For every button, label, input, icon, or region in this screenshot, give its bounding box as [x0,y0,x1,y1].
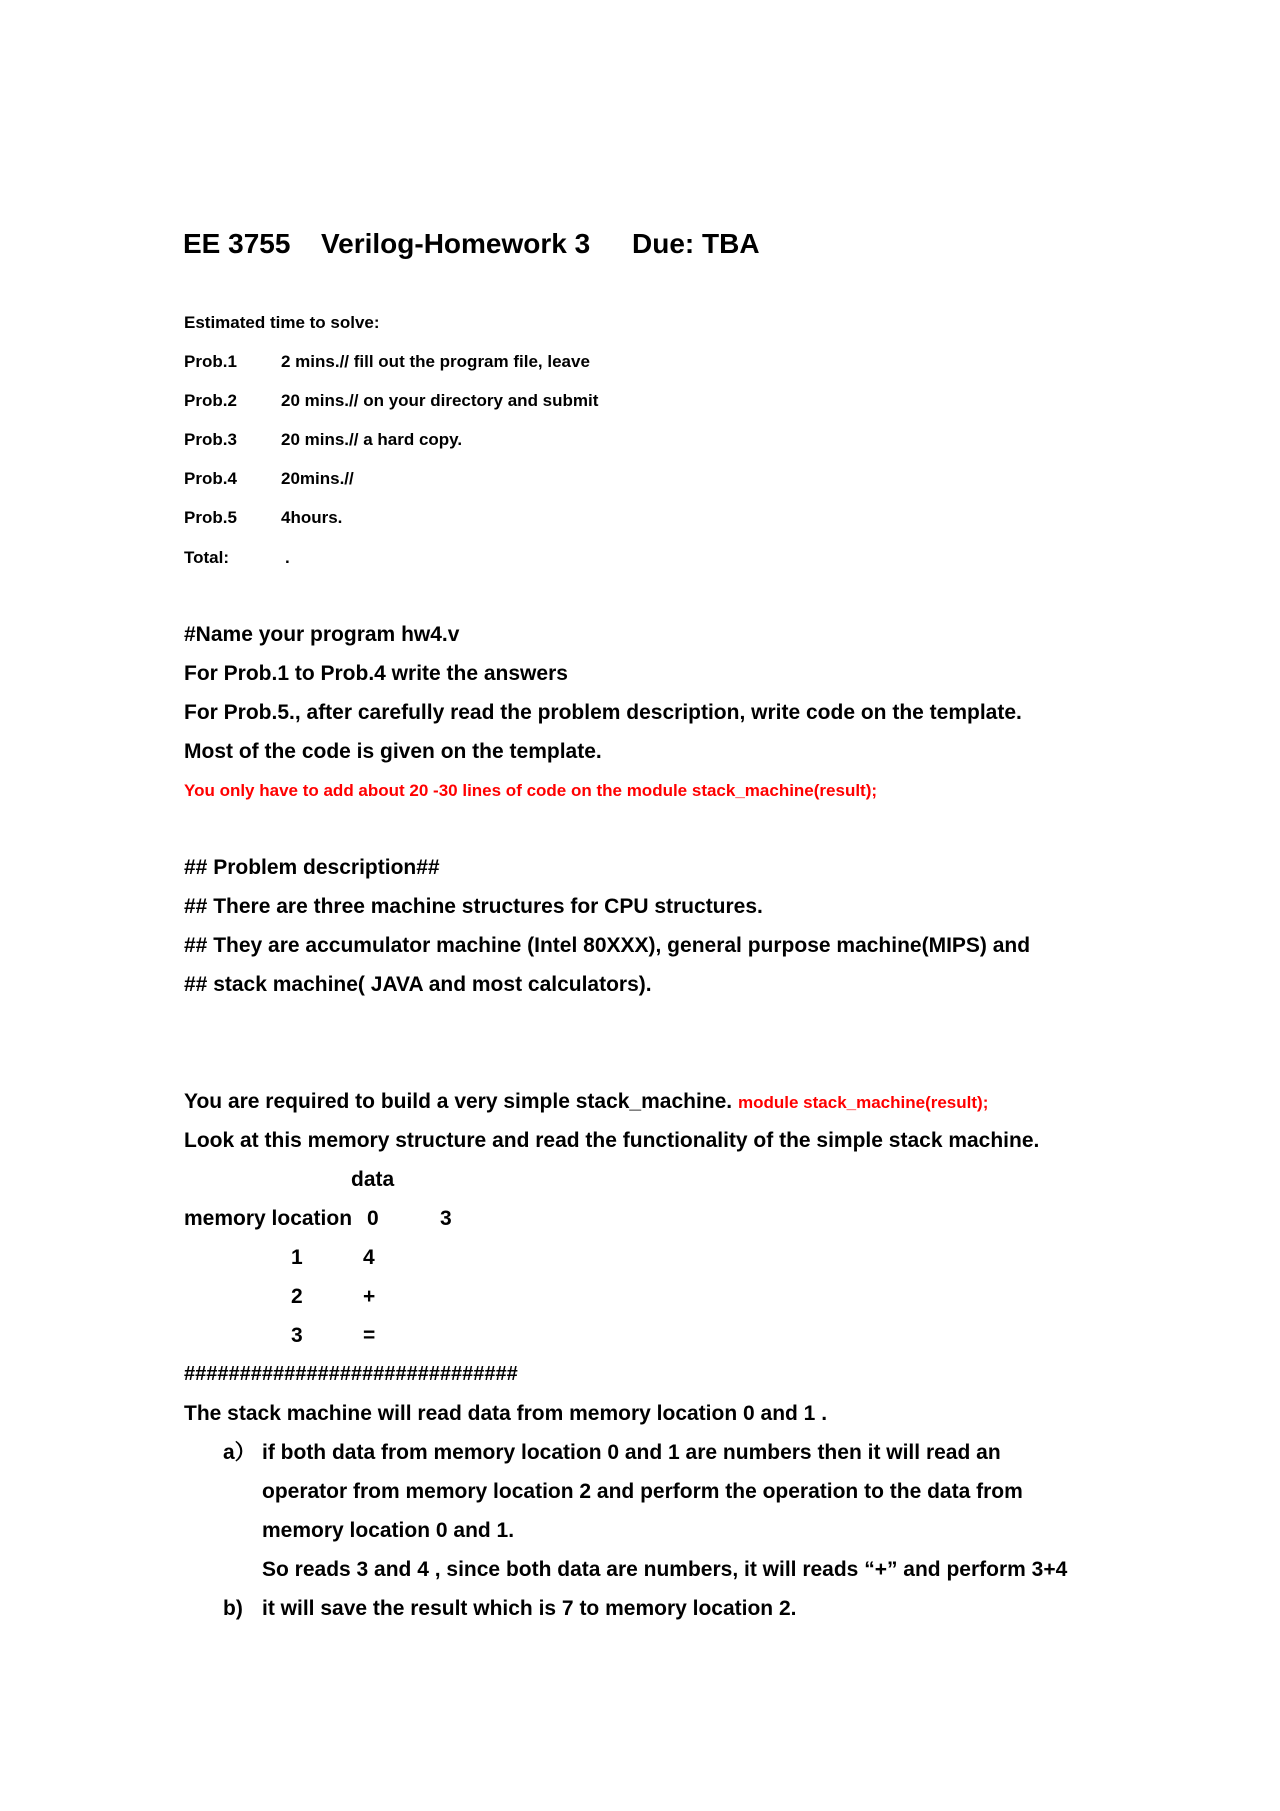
instruction-note: You only have to add about 20 -30 lines of code on the module stack_machine(result); [184,781,878,800]
instruction-program-name: #Name your program hw4.v [184,623,460,646]
memory-data-header: data [351,1168,395,1191]
explanation-a-line2: operator from memory location 2 and perform the operation to the data from [262,1480,1023,1503]
explanation-b-marker: b) [223,1597,243,1620]
memory-loc-1: 1 [291,1246,303,1269]
estimate-heading: Estimated time to solve: [184,313,380,332]
memory-data-2: + [363,1285,376,1308]
memory-data-0: 3 [440,1207,452,1230]
explanation-b-line1: it will save the result which is 7 to memory location 2. [262,1597,797,1620]
memory-location-label: memory location [184,1207,353,1230]
task-text: You are required to build a very simple stack_machine. [184,1090,733,1113]
explanation-a-line1: if both data from memory location 0 and 1 are numbers then it will read an [262,1441,1001,1464]
estimate-label-prob5: Prob.5 [184,508,237,527]
due-date: Due: TBA [632,228,760,259]
estimate-value-prob4: 20mins.// [281,469,354,488]
estimate-value-prob2: 20 mins.// on your directory and submit [281,391,599,410]
explanation-a-marker: a） [223,1441,256,1464]
explanation-a-line3: memory location 0 and 1. [262,1519,515,1542]
estimate-label-prob4: Prob.4 [184,469,237,488]
estimate-label-prob2: Prob.2 [184,391,237,410]
estimate-value-prob3: 20 mins.// a hard copy. [281,430,463,449]
instruction-template: For Prob.5., after carefully read the problem description, write code on the template. [184,701,1022,724]
course-code: EE 3755 [183,228,291,259]
description-line-stack: ## stack machine( JAVA and most calculators). [184,973,652,996]
estimate-value-total: . [285,548,290,567]
description-heading: ## Problem description## [184,856,440,879]
assignment-title: Verilog-Homework 3 [321,228,591,259]
memory-loc-3: 3 [291,1324,303,1347]
memory-data-1: 4 [363,1246,375,1269]
estimate-label-prob1: Prob.1 [184,352,237,371]
instruction-answers: For Prob.1 to Prob.4 write the answers [184,662,568,685]
explanation-intro: The stack machine will read data from memory location 0 and 1 . [184,1402,828,1425]
task-line [184,1091,988,1112]
estimate-label-prob3: Prob.3 [184,430,237,449]
estimate-value-prob1: 2 mins.// fill out the program file, leave [281,352,590,371]
description-line-structures: ## There are three machine structures for CPU structures. [184,895,763,918]
memory-loc-2: 2 [291,1285,303,1308]
memory-data-3: = [363,1324,376,1347]
task-module-name: module stack_machine(result); [738,1093,989,1112]
estimate-value-prob5: 4hours. [281,508,343,527]
estimate-label-total: Total: [184,548,230,567]
instruction-code-given: Most of the code is given on the template. [184,740,602,763]
description-line-machines: ## They are accumulator machine (Intel 80XXX), general purpose machine(MIPS) and [184,934,1031,957]
task-memory-prompt: Look at this memory structure and read the functionality of the simple stack machine. [184,1129,1040,1152]
memory-separator: ############################## [184,1363,518,1385]
memory-loc-0: 0 [367,1207,379,1230]
explanation-a-line4: So reads 3 and 4 , since both data are numbers, it will reads “+” and perform 3+4 [262,1558,1068,1581]
